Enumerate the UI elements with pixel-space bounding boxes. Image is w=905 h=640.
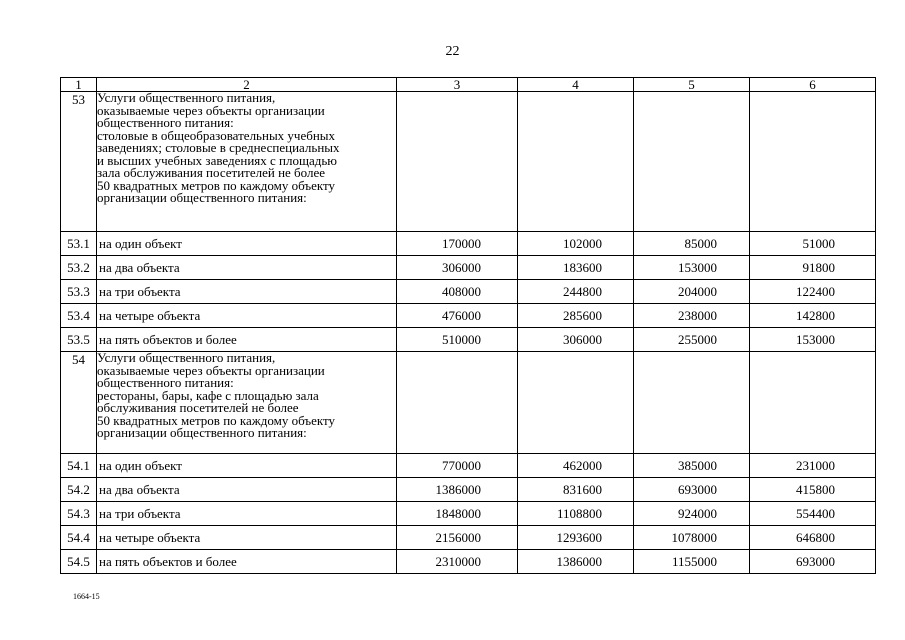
row-label: на пять объектов и более bbox=[97, 328, 397, 352]
value-col-6: 231000 bbox=[750, 454, 876, 478]
section-row bbox=[61, 92, 876, 232]
description-line: оказываемые через объекты организации bbox=[97, 102, 325, 118]
description-line: общественного питания: bbox=[97, 375, 234, 390]
value-col-4: 285600 bbox=[518, 304, 634, 328]
description-line: Услуги общественного питания, bbox=[97, 350, 276, 365]
row-number: 53.5 bbox=[61, 328, 97, 352]
value-col-6: 91800 bbox=[750, 256, 876, 280]
row-number: 54.4 bbox=[61, 526, 97, 550]
value-col-6: 153000 bbox=[750, 328, 876, 352]
value-col-3: 770000 bbox=[397, 454, 518, 478]
description-line: организации общественного питания: bbox=[97, 425, 307, 440]
table-row bbox=[61, 550, 876, 574]
section-description bbox=[97, 352, 397, 454]
value-col-5: 924000 bbox=[634, 502, 750, 526]
value-col-3: 476000 bbox=[397, 304, 518, 328]
section-row bbox=[61, 352, 876, 454]
value-col-5: 85000 bbox=[634, 232, 750, 256]
description-line: общественного питания: bbox=[97, 115, 234, 130]
row-number: 54.5 bbox=[61, 550, 97, 574]
description-line: столовые в общеобразовательных учебных bbox=[97, 127, 336, 143]
table-row bbox=[61, 280, 876, 304]
value-col-3: 510000 bbox=[397, 328, 518, 352]
value-col-6: 142800 bbox=[750, 304, 876, 328]
row-label: на два объекта bbox=[97, 256, 397, 280]
row-label: на четыре объекта bbox=[97, 304, 397, 328]
row-label: на один объект bbox=[97, 232, 397, 256]
row-number: 53.1 bbox=[61, 232, 97, 256]
value-col-6: 554400 bbox=[750, 502, 876, 526]
header-col-5: 5 bbox=[634, 78, 750, 92]
table-row bbox=[61, 502, 876, 526]
row-label: на один объект bbox=[97, 454, 397, 478]
value-col-5: 153000 bbox=[634, 256, 750, 280]
table-row bbox=[61, 304, 876, 328]
description-line: заведениях; столовые в среднеспециальных bbox=[97, 140, 340, 155]
value-col-5: 204000 bbox=[634, 280, 750, 304]
header-col-4: 4 bbox=[518, 78, 634, 92]
value-col-5: 1155000 bbox=[634, 550, 750, 574]
row-number: 54.3 bbox=[61, 502, 97, 526]
empty-cell bbox=[518, 352, 634, 454]
value-col-3: 170000 bbox=[397, 232, 518, 256]
description-line: зала обслуживания посетителей не более bbox=[97, 165, 326, 180]
row-number: 53.2 bbox=[61, 256, 97, 280]
description-line: организации общественного питания: bbox=[97, 190, 307, 205]
section-number: 54 bbox=[61, 352, 97, 454]
empty-cell bbox=[750, 352, 876, 454]
empty-cell bbox=[397, 352, 518, 454]
value-col-4: 1386000 bbox=[518, 550, 634, 574]
header-col-2: 2 bbox=[97, 78, 397, 92]
value-col-4: 306000 bbox=[518, 328, 634, 352]
value-col-6: 122400 bbox=[750, 280, 876, 304]
empty-cell bbox=[397, 92, 518, 232]
value-col-5: 1078000 bbox=[634, 526, 750, 550]
row-number: 54.2 bbox=[61, 478, 97, 502]
description-line: обслуживания посетителей не более bbox=[97, 400, 299, 415]
value-col-4: 183600 bbox=[518, 256, 634, 280]
description-line: рестораны, бары, кафе с площадью зала bbox=[97, 387, 319, 403]
value-col-5: 238000 bbox=[634, 304, 750, 328]
page-number: 22 bbox=[445, 44, 460, 59]
description-line: и высших учебных заведениях с площадью bbox=[97, 152, 338, 168]
empty-cell bbox=[518, 92, 634, 232]
section-description bbox=[97, 92, 397, 232]
description-line: Услуги общественного питания, bbox=[97, 90, 276, 105]
empty-cell bbox=[634, 92, 750, 232]
header-col-6: 6 bbox=[750, 78, 876, 92]
value-col-6: 646800 bbox=[750, 526, 876, 550]
description-line: оказываемые через объекты организации bbox=[97, 362, 325, 378]
table-row bbox=[61, 478, 876, 502]
header-col-3: 3 bbox=[397, 78, 518, 92]
table-row bbox=[61, 454, 876, 478]
row-label: на четыре объекта bbox=[97, 526, 397, 550]
value-col-3: 2310000 bbox=[397, 550, 518, 574]
section-number: 53 bbox=[61, 92, 97, 232]
value-col-4: 1293600 bbox=[518, 526, 634, 550]
tariff-table bbox=[60, 77, 876, 574]
value-col-5: 693000 bbox=[634, 478, 750, 502]
value-col-3: 306000 bbox=[397, 256, 518, 280]
value-col-3: 1848000 bbox=[397, 502, 518, 526]
table-row bbox=[61, 328, 876, 352]
row-label: на три объекта bbox=[97, 502, 397, 526]
empty-cell bbox=[750, 92, 876, 232]
value-col-6: 693000 bbox=[750, 550, 876, 574]
table-row bbox=[61, 256, 876, 280]
description-line: 50 квадратных метров по каждому объекту bbox=[97, 177, 336, 193]
value-col-3: 2156000 bbox=[397, 526, 518, 550]
row-label: на три объекта bbox=[97, 280, 397, 304]
value-col-4: 244800 bbox=[518, 280, 634, 304]
value-col-3: 1386000 bbox=[397, 478, 518, 502]
value-col-4: 102000 bbox=[518, 232, 634, 256]
value-col-6: 51000 bbox=[750, 232, 876, 256]
value-col-5: 255000 bbox=[634, 328, 750, 352]
row-number: 54.1 bbox=[61, 454, 97, 478]
row-number: 53.4 bbox=[61, 304, 97, 328]
document-code: 1664-15 bbox=[73, 592, 100, 601]
row-label: на два объекта bbox=[97, 478, 397, 502]
description-line: 50 квадратных метров по каждому объекту bbox=[97, 412, 336, 428]
value-col-5: 385000 bbox=[634, 454, 750, 478]
value-col-3: 408000 bbox=[397, 280, 518, 304]
value-col-4: 462000 bbox=[518, 454, 634, 478]
value-col-6: 415800 bbox=[750, 478, 876, 502]
empty-cell bbox=[634, 352, 750, 454]
row-number: 53.3 bbox=[61, 280, 97, 304]
value-col-4: 831600 bbox=[518, 478, 634, 502]
table-row bbox=[61, 232, 876, 256]
table-row bbox=[61, 526, 876, 550]
header-col-1: 1 bbox=[61, 78, 97, 92]
value-col-4: 1108800 bbox=[518, 502, 634, 526]
row-label: на пять объектов и более bbox=[97, 550, 397, 574]
